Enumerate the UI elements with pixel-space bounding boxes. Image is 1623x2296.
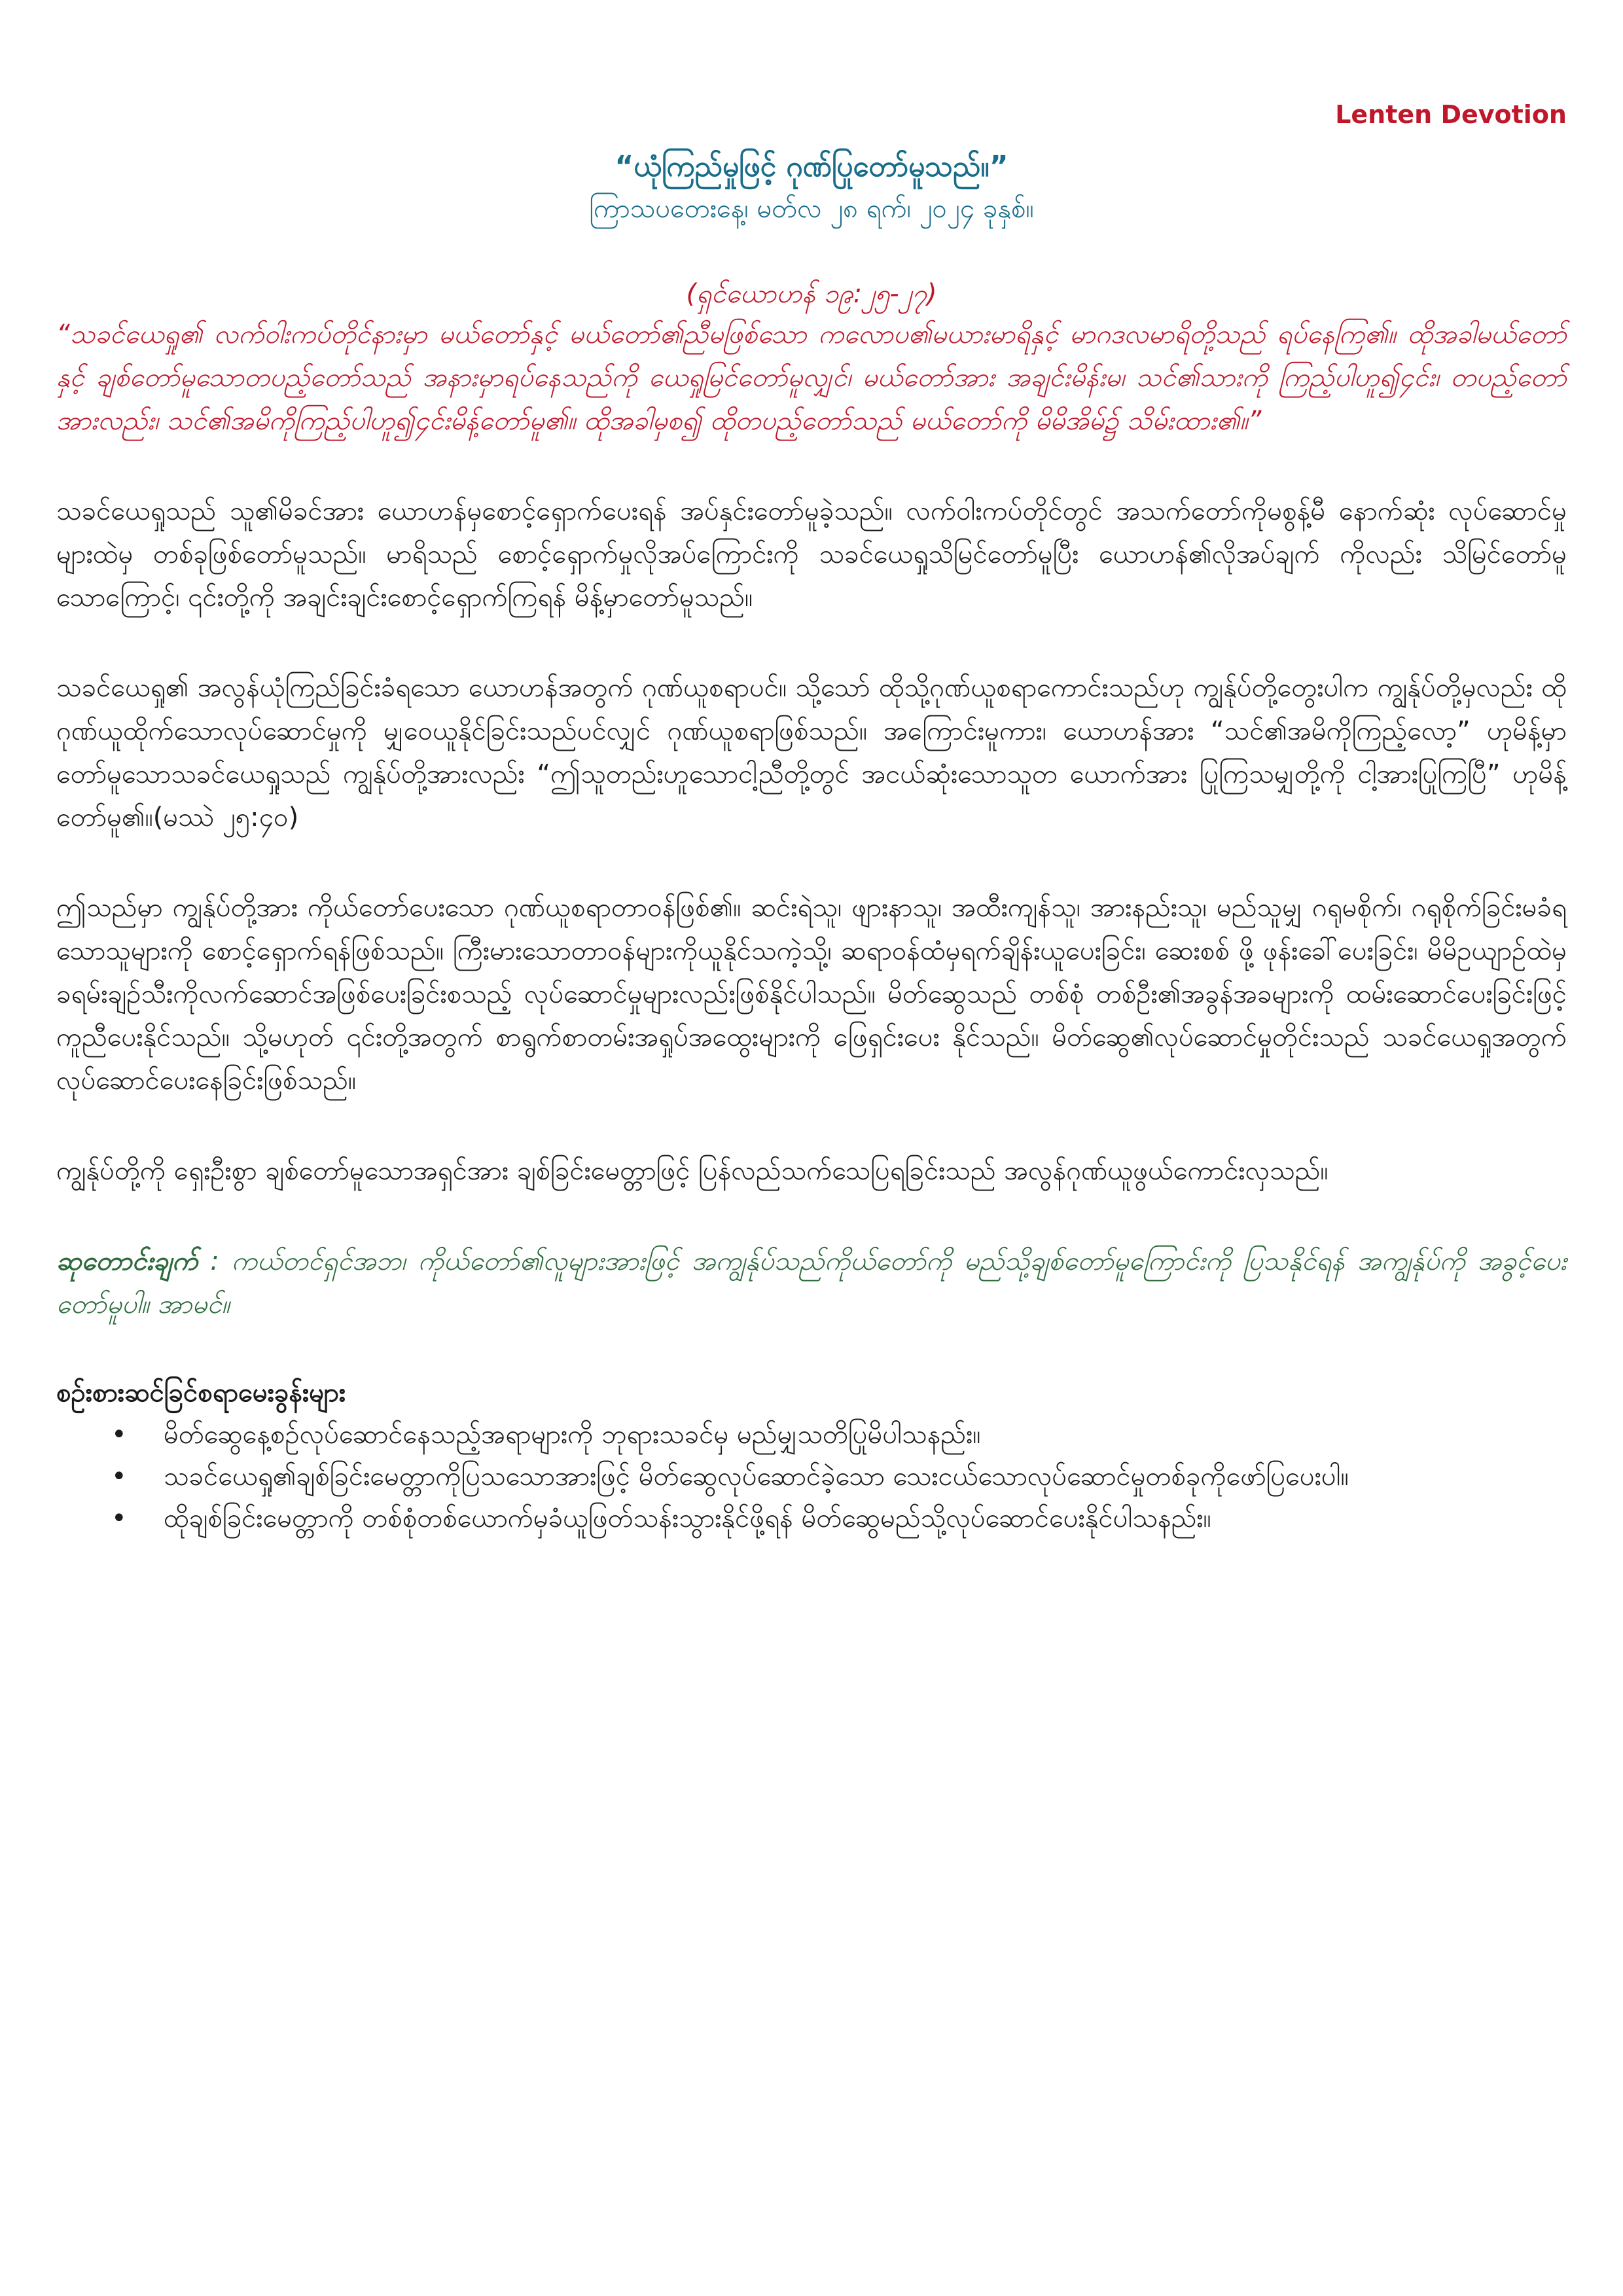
bullet-icon: • — [111, 1420, 127, 1450]
reflection-item-text: မိတ်ဆွေနေ့စဉ်လုပ်ဆောင်နေသည့်အရာများကို ဘုရားသခင်မှ မည်မျှသတိပြုမိပါသနည်း။ — [164, 1420, 981, 1450]
prayer-block — [56, 1240, 1567, 1326]
devotion-title: “ယုံကြည်မှုဖြင့် ဂုဏ်ပြုတော်မူသည်။” — [615, 150, 1008, 183]
reflection-item-text: ထိုချစ်ခြင်းမေတ္တာကို တစ်စုံတစ်ယောက်မှခံယူဖြတ်သန်းသွားနိုင်ဖို့ရန် မိတ်ဆွေမည်သို့လုပ်ဆောင်ပေးနိုင်ပါသနည်း။ — [164, 1503, 1211, 1534]
prayer-separator: : — [198, 1246, 232, 1276]
devotion-date: ကြာသပတေးနေ့၊ မတ်လ ၂၈ ရက်၊ ၂၀၂၄ ခုနှစ်။ — [589, 194, 1034, 224]
reflection-item — [56, 1498, 1567, 1539]
body-paragraph-2: သခင်ယေရှု၏ အလွန်ယုံကြည်ခြင်းခံရသော ယောဟန်အတွက် ဂုဏ်ယူစရာပင်။ သို့သော် ထိုသို့ဂုဏ်ယူစရာကောင်းသည်ဟု ကျွန်ုပ်တို့တွေးပါက ကျွန်ုပ်တို့မှလည်း ထိုဂုဏ်ယူထိုက်သောလုပ်ဆောင်မှုကို မျှဝေယူနိုင်ခြင်းသည်ပင်လျှင် ဂုဏ်ယူစရာဖြစ်သည်။ အကြောင်းမူကား၊ ယောဟန်အား “သင်၏အမိကိုကြည့်လော့” ဟုမိန့်မှာတော်မူသောသခင်ယေရှုသည် ကျွန်ုပ်တို့အားလည်း “ဤသူတည်းဟူသောငါ့ညီတို့တွင် အငယ်ဆုံးသောသူတ ယောက်အား ပြုကြသမျှတို့ကို ငါ့အားပြုကြပြီ” ဟုမိန့်တော်မူ၏။(မဿဲ ၂၅:၄၀) — [56, 673, 1567, 833]
reflection-item — [56, 1414, 1567, 1456]
scripture-text: “သခင်ယေရှု၏ လက်ဝါးကပ်တိုင်နားမှာ မယ်တော်နှင့် မယ်တော်၏ညီမဖြစ်သော ကလောပ၏မယားမာရိနှင့် မာဂဒလမာရိတို့သည် ရပ်နေကြ၏။ ထိုအခါမယ်တော်နှင့် ချစ်တော်မူသောတပည့်တော်သည် အနားမှာရပ်နေသည်ကို ယေရှုမြင်တော်မူလျှင်၊ မယ်တော်အား အချင်းမိန်းမ၊ သင်၏သားကို ကြည့်ပါဟူ၍၄င်း၊ တပည့်တော်အားလည်း၊ သင်၏အမိကိုကြည့်ပါဟူ၍၄င်းမိန့်တော်မူ၏။ ထိုအခါမှစ၍ ထိုတပည့်တော်သည် မယ်တော်ကို မိမိအိမ်၌ သိမ်းထား၏။” — [56, 319, 1567, 436]
prayer-text: ကယ်တင်ရှင်အဘ၊ ကိုယ်တော်၏လူများအားဖြင့် အကျွန်ုပ်သည်ကိုယ်တော်ကို မည်သို့ချစ်တော်မူကြောင်းကို ပြသနိုင်ရန် အကျွန်ုပ်ကို အခွင့်ပေးတော်မူပါ။ အာမင်။ — [56, 1246, 1567, 1319]
body-paragraph-4: ကျွန်ုပ်တို့ကို ရှေးဦးစွာ ချစ်တော်မူသောအရှင်အား ချစ်ခြင်းမေတ္တာဖြင့် ပြန်လည်သက်သေပြရခြင်းသည် အလွန်ဂုဏ်ယူဖွယ်ကောင်းလှသည်။ — [56, 1156, 1329, 1186]
reflection-item-text: သခင်ယေရှု၏ချစ်ခြင်းမေတ္တာကိုပြသသောအားဖြင့် မိတ်ဆွေလုပ်ဆောင်ခဲ့သော သေးငယ်သောလုပ်ဆောင်မှုတစ်ခုကိုဖော်ပြပေးပါ။ — [164, 1462, 1349, 1492]
body-paragraph-3: ဤသည်မှာ ကျွန်ုပ်တို့အား ကိုယ်တော်ပေးသော ဂုဏ်ယူစရာတာဝန်ဖြစ်၏။ ဆင်းရဲသူ၊ ဖျားနာသူ၊ အထီးကျန်သူ၊ အားနည်းသူ၊ မည်သူမျှ ဂရုမစိုက်၊ ဂရုစိုက်ခြင်းမခံရသောသူများကို စောင့်ရှောက်ရန်ဖြစ်သည်။ ကြီးမားသောတာဝန်များကိုယူနိုင်သကဲ့သို့၊ ဆရာဝန်ထံမှရက်ချိန်းယူပေးခြင်း၊ ဆေးစစ် ဖို့ ဖုန်းခေါ်ပေးခြင်း၊ မိမိဥယျာဉ်ထဲမှ ခရမ်းချဉ်သီးကိုလက်ဆောင်အဖြစ်ပေးခြင်းစသည့် လုပ်ဆောင်မှုများလည်းဖြစ်နိုင်ပါသည်။ မိတ်ဆွေသည် တစ်စုံ တစ်ဦး၏အခွန်အခများကို ထမ်းဆောင်ပေးခြင်းဖြင့်ကူညီပေးနိုင်သည်။ သို့မဟုတ် ၎င်းတို့အတွက် စာရွက်စာတမ်းအရှုပ်အထွေးများကို ဖြေရှင်းပေး နိုင်သည်။ မိတ်ဆွေ၏လုပ်ဆောင်မှုတိုင်းသည် သခင်ယေရှုအတွက် လုပ်ဆောင်ပေးနေခြင်းဖြစ်သည်။ — [56, 893, 1567, 1096]
bullet-icon: • — [111, 1462, 127, 1492]
body-paragraph-1: သခင်ယေရှုသည် သူ၏မိခင်အား ယောဟန်မှစောင့်ရှောက်ပေးရန် အပ်နှင်းတော်မူခဲ့သည်။ လက်ဝါးကပ်တိုင်တွင် အသက်တော်ကိုမစွန့်မီ နောက်ဆုံး လုပ်ဆောင်မှုများထဲမှ တစ်ခုဖြစ်တော်မူသည်။ မာရိသည် စောင့်ရှောက်မှုလိုအပ်ကြောင်းကို သခင်ယေရှုသိမြင်တော်မူပြီး ယောဟန်၏လိုအပ်ချက် ကိုလည်း သိမြင်တော်မူသောကြောင့်၊ ၎င်းတို့ကို အချင်းချင်းစောင့်ရှောက်ကြရန် မိန့်မှာတော်မူသည်။ — [56, 496, 1567, 613]
prayer-label: ဆုတောင်းချက် — [56, 1246, 198, 1276]
reflection-heading: စဉ်းစားဆင်ခြင်စရာမေးခွန်းများ — [56, 1378, 346, 1408]
reflection-item — [56, 1456, 1567, 1498]
header-label: Lenten Devotion — [1335, 100, 1567, 129]
reflection-list — [56, 1414, 1567, 1539]
bullet-icon: • — [111, 1503, 127, 1534]
scripture-reference: (ရှင်ယောဟန် ၁၉:၂၅-၂၇) — [686, 279, 937, 309]
